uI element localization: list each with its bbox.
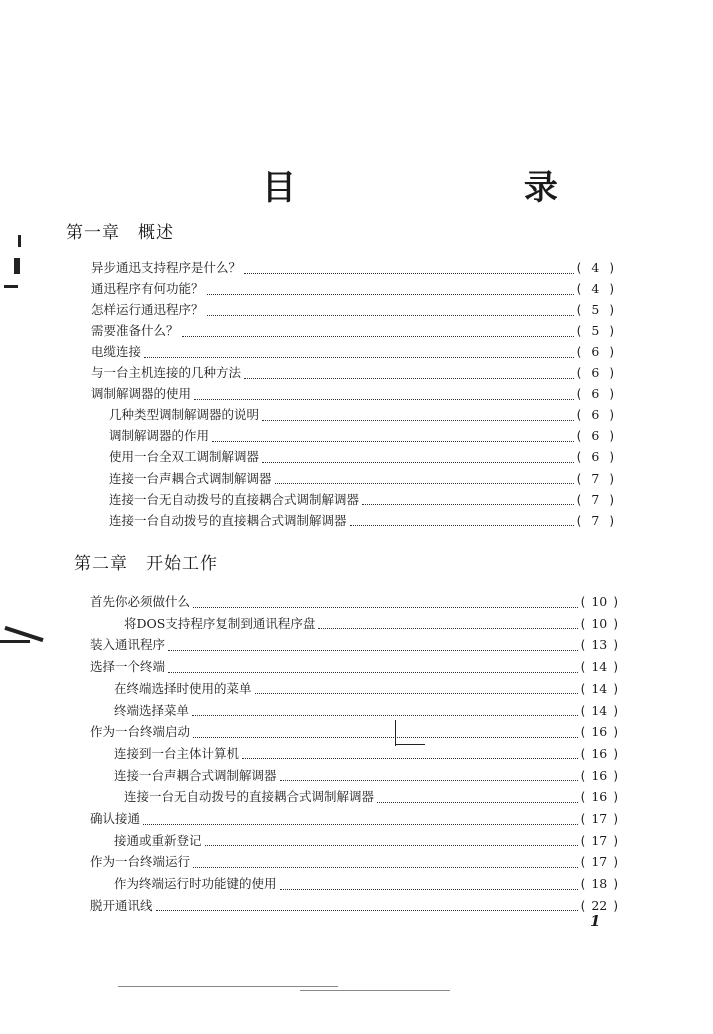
page-reference (577, 471, 614, 486)
toc-entry (91, 279, 614, 300)
paren-open: ( (576, 429, 582, 444)
toc-page-number: 22 (591, 897, 608, 913)
toc-entry (91, 258, 614, 279)
paren-open: ( (576, 261, 582, 275)
paren-close: ) (613, 616, 618, 631)
paren-open: ( (580, 616, 586, 631)
toc-entry-title: 装入通讯程序 (90, 637, 166, 653)
scan-artifact (118, 986, 338, 987)
dot-leader (194, 390, 574, 400)
dot-leader (168, 663, 578, 673)
page-reference (577, 449, 614, 464)
toc-entry-title: 首先你必须做什么 (90, 594, 191, 609)
page-reference (577, 260, 614, 275)
toc-entry (90, 722, 618, 743)
page-reference (577, 365, 614, 380)
toc-entry-title: 异步通迅支持程序是什么？ (91, 260, 242, 275)
dot-leader (182, 327, 574, 337)
toc-entry (90, 896, 618, 917)
paren-open: ( (580, 790, 586, 805)
paren-open: ( (580, 703, 586, 718)
page-reference (581, 724, 618, 739)
paren-open: ( (580, 725, 586, 740)
scan-artifact (18, 235, 21, 247)
paren-close: ) (613, 790, 618, 805)
toc-page-number: 16 (591, 789, 608, 805)
toc-entry-title: 调制解调器的作用 (109, 428, 210, 444)
toc-entry-title: 作为一台终端运行 (90, 854, 191, 870)
scan-artifact (300, 990, 450, 991)
toc-page-number: 16 (591, 745, 608, 761)
toc-page-number: 5 (591, 302, 600, 318)
page-reference (581, 637, 618, 652)
paren-close: ) (609, 492, 614, 507)
toc-entry (91, 342, 614, 363)
paren-close: ) (609, 366, 614, 381)
paren-open: ( (580, 746, 586, 761)
paren-open: ( (580, 595, 586, 609)
paren-close: ) (609, 429, 614, 444)
toc-page-number: 10 (591, 615, 608, 631)
toc-page-number: 14 (591, 702, 608, 718)
page-reference (577, 428, 614, 443)
dot-leader (244, 369, 574, 379)
page-reference (581, 876, 618, 891)
dot-leader (350, 516, 574, 526)
page-reference (577, 407, 614, 422)
toc-entry-title: 连接一台无自动拨号的直接耦合式调制解调器 (124, 789, 375, 805)
toc-entry (91, 300, 614, 321)
dot-leader (156, 901, 578, 911)
dot-leader (255, 684, 578, 694)
toc-entry-title: 作为终端运行时功能键的使用 (114, 876, 277, 892)
paren-open: ( (576, 366, 582, 381)
page-reference (577, 323, 614, 338)
toc-entry (90, 592, 618, 613)
page-reference (581, 854, 618, 869)
page-reference (577, 513, 614, 528)
paren-open: ( (576, 471, 582, 486)
dot-leader (318, 619, 577, 629)
toc-page-number: 5 (591, 323, 600, 339)
dot-leader (205, 836, 578, 846)
toc-entry-title: 连接一台自动拨号的直接耦合式调制解调器 (109, 512, 347, 528)
toc-entry (124, 614, 618, 635)
toc-entry (109, 490, 614, 511)
paren-open: ( (580, 877, 586, 892)
paren-close: ) (609, 387, 614, 402)
page-reference (581, 768, 618, 783)
toc-page-number: 6 (591, 428, 600, 444)
toc-entry-title: 连接一台声耦合式调制解调器 (109, 470, 272, 486)
paren-close: ) (613, 681, 618, 696)
page-reference (581, 811, 618, 826)
dot-leader (193, 858, 578, 868)
paren-open: ( (580, 768, 586, 783)
page-reference (581, 703, 618, 718)
toc-entry-title: 确认接通 (90, 811, 141, 826)
toc-page-number: 10 (591, 594, 608, 609)
toc-page-number: 4 (591, 260, 600, 275)
toc-entry (114, 874, 618, 895)
scan-artifact (395, 720, 396, 746)
toc-entry-title: 连接一台无自动拨号的直接耦合式调制解调器 (109, 491, 360, 507)
toc-entry-title: 怎样运行通迅程序？ (91, 302, 204, 318)
toc-page-number: 17 (591, 811, 608, 826)
toc-page-number: 6 (591, 344, 600, 360)
chapter-heading: 第二章 开始工作 (74, 554, 218, 574)
dot-leader (144, 348, 574, 358)
dot-leader (207, 306, 574, 316)
dot-leader (275, 474, 574, 484)
toc-page-number: 6 (591, 386, 600, 402)
paren-close: ) (613, 703, 618, 718)
toc-entry-title: 调制解调器的使用 (91, 386, 192, 402)
toc-entry (91, 384, 614, 405)
toc-entry-title: 终端选择菜单 (114, 702, 190, 718)
toc-page-number: 17 (591, 832, 608, 848)
toc-entry (109, 405, 614, 426)
dot-leader (143, 815, 578, 825)
dot-leader (280, 771, 578, 781)
paren-close: ) (613, 833, 618, 848)
page-reference (581, 789, 618, 804)
dot-leader (362, 495, 574, 505)
paren-open: ( (576, 303, 582, 318)
paren-close: ) (613, 812, 618, 826)
toc-entry-title: 接通或重新登记 (114, 832, 202, 848)
toc-entry-title: 几种类型调制解调器的说明 (109, 407, 260, 423)
page-reference (577, 302, 614, 317)
scan-artifact (0, 640, 30, 643)
toc-entry-title: 选择一个终端 (90, 659, 166, 675)
dot-leader (193, 728, 578, 738)
toc-entry (114, 679, 618, 700)
dot-leader (377, 793, 578, 803)
toc-entry (109, 469, 614, 490)
chapter-heading: 第一章 概述 (66, 223, 174, 243)
toc-entry-title: 与一台主机连接的几种方法 (91, 365, 242, 381)
paren-close: ) (613, 768, 618, 783)
paren-open: ( (576, 408, 582, 423)
page-title: 目 录 (262, 168, 666, 208)
dot-leader (212, 432, 574, 442)
paren-open: ( (580, 638, 586, 653)
paren-open: ( (576, 324, 582, 339)
toc-entry (109, 426, 614, 447)
scan-artifact (14, 258, 20, 274)
page-reference (581, 659, 618, 674)
dot-leader (262, 411, 574, 421)
toc-entry (91, 321, 614, 342)
page-reference (581, 681, 618, 696)
toc-entry (91, 363, 614, 384)
paren-close: ) (613, 660, 618, 675)
paren-close: ) (609, 450, 614, 465)
paren-open: ( (576, 282, 582, 297)
toc-entry (90, 657, 618, 678)
paren-open: ( (576, 513, 582, 528)
paren-open: ( (580, 833, 586, 848)
scan-artifact (4, 285, 18, 288)
toc-page-number: 6 (591, 365, 600, 381)
paren-open: ( (580, 855, 586, 870)
page-reference (581, 746, 618, 761)
paren-open: ( (580, 681, 586, 696)
toc-entry-title: 通迅程序有何功能？ (91, 281, 204, 297)
paren-close: ) (609, 282, 614, 297)
toc-entry-title: 连接到一台主体计算机 (114, 745, 240, 761)
dot-leader (242, 749, 578, 759)
page-reference (581, 833, 618, 848)
toc-entry-title: 连接一台声耦合式调制解调器 (114, 767, 277, 783)
scan-artifact (395, 744, 425, 745)
toc-page-number: 7 (591, 491, 600, 507)
paren-close: ) (609, 303, 614, 318)
paren-open: ( (580, 898, 586, 913)
dot-leader (193, 598, 578, 608)
dot-leader (280, 880, 578, 890)
dot-leader (168, 641, 578, 651)
paren-open: ( (576, 492, 582, 507)
paren-close: ) (609, 471, 614, 486)
paren-close: ) (613, 898, 618, 913)
paren-open: ( (576, 450, 582, 465)
toc-entry (90, 852, 618, 873)
toc-page-number: 4 (591, 281, 600, 297)
page-reference (577, 386, 614, 401)
toc-entry (124, 787, 618, 808)
toc-entry-title: 脱开通讯线 (90, 897, 153, 913)
toc-page-number: 16 (591, 724, 608, 740)
paren-close: ) (609, 324, 614, 339)
paren-close: ) (613, 595, 618, 609)
page-number: 1 (590, 912, 601, 930)
toc-entry-title: 需要准备什么？ (91, 323, 179, 339)
toc-page-number: 6 (591, 407, 600, 423)
toc-page-number: 14 (591, 680, 608, 696)
toc-entry (109, 447, 614, 468)
page-reference (581, 594, 618, 609)
paren-open: ( (576, 345, 582, 360)
dot-leader (244, 264, 574, 274)
toc-page-number: 18 (591, 876, 608, 892)
toc-entry (114, 744, 618, 765)
paren-close: ) (613, 746, 618, 761)
paren-close: ) (609, 345, 614, 360)
paren-close: ) (609, 513, 614, 528)
paren-open: ( (576, 387, 582, 402)
toc-page-number: 17 (591, 854, 608, 870)
toc-page-number: 7 (591, 470, 600, 486)
toc-entry-title: 电缆连接 (91, 344, 142, 360)
dot-leader (262, 453, 574, 463)
toc-page-number: 6 (591, 449, 600, 465)
toc-entry-title: 将DOS支持程序复制到通讯程序盘 (124, 615, 316, 631)
toc-entry-title: 使用一台全双工调制解调器 (109, 449, 260, 465)
toc-page-number: 13 (591, 637, 608, 653)
toc-entry (114, 701, 618, 722)
toc-page-number: 16 (591, 767, 608, 783)
toc-entry-title: 在终端选择时使用的菜单 (114, 680, 252, 696)
paren-close: ) (613, 855, 618, 870)
paren-close: ) (609, 261, 614, 275)
toc-entry (90, 809, 618, 830)
paren-close: ) (613, 725, 618, 740)
dot-leader (207, 285, 574, 295)
toc-page-number: 14 (591, 659, 608, 675)
dot-leader (192, 706, 578, 716)
page-reference (581, 898, 618, 913)
paren-open: ( (580, 660, 586, 675)
paren-close: ) (609, 408, 614, 423)
toc-entry-title: 作为一台终端启动 (90, 724, 191, 740)
page-reference (581, 616, 618, 631)
page-reference (577, 281, 614, 296)
page-reference (577, 344, 614, 359)
toc-entry (90, 635, 618, 656)
toc-entry (114, 766, 618, 787)
paren-close: ) (613, 638, 618, 653)
paren-close: ) (613, 877, 618, 892)
toc-entry (109, 511, 614, 532)
toc-page-number: 7 (591, 512, 600, 528)
paren-open: ( (580, 812, 586, 826)
toc-entry (114, 831, 618, 852)
page-reference (577, 492, 614, 507)
